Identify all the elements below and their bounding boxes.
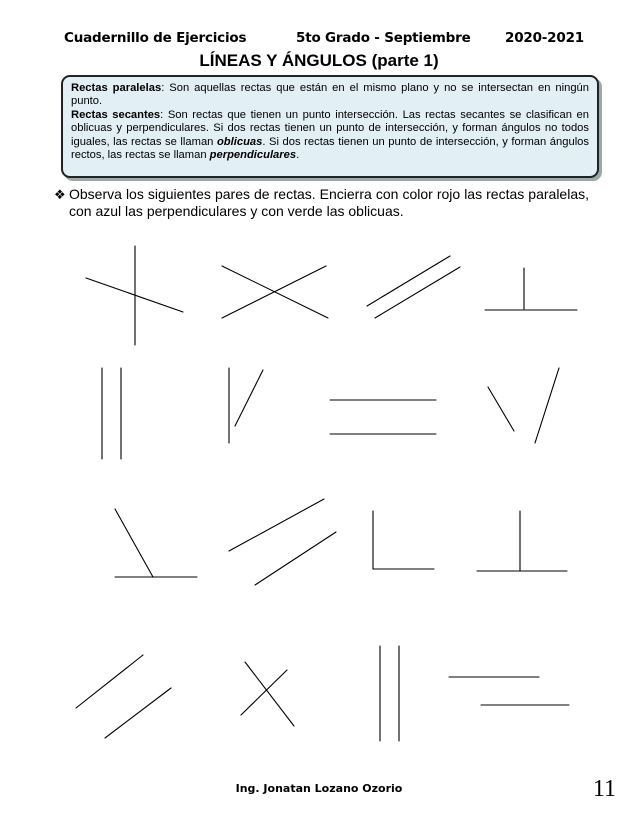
line-pair-15[interactable]	[380, 646, 399, 741]
diamond-bullet-icon: ❖	[54, 187, 66, 202]
line-pair-5[interactable]	[102, 368, 121, 459]
line-pair-13[interactable]	[76, 655, 171, 738]
line-pair-9[interactable]	[115, 509, 197, 577]
header-workbook-title: Cuadernillo de Ejercicios	[64, 30, 247, 46]
term-secant: Rectas secantes	[71, 108, 161, 121]
definition-secant-text-1: : Son rectas que tienen un punto intersección. Las rectas secantes se clasifican en oblicuas y perpendiculares. Si dos rectas tienen un punto de intersección, y forman ángulos no todos iguales, las rectas se llaman	[71, 108, 589, 148]
line-pair-2[interactable]	[222, 266, 328, 318]
line-pair-8[interactable]	[488, 368, 559, 443]
header-school-year: 2020-2021	[505, 30, 584, 46]
instruction-text: Observa los siguientes pares de rectas. Encierra con color rojo las rectas paralelas, con azul las perpendiculares y con verde las oblicuas.	[69, 186, 589, 219]
line-pair-3[interactable]	[367, 256, 460, 318]
footer-author: Ing. Jonatan Lozano Ozorio	[235, 782, 403, 795]
line-10b	[255, 532, 336, 585]
definition-secant-text-3: .	[296, 149, 300, 162]
line-8a	[488, 387, 514, 431]
line-6b	[235, 370, 263, 426]
line-8b	[535, 368, 559, 443]
line-9a	[115, 509, 153, 577]
definition-parallel-text: : Son aquellas rectas que están en el mismo plano y no se intersectan en ningún punto.	[71, 82, 589, 108]
line-pair-4[interactable]	[485, 268, 577, 310]
line-pair-16[interactable]	[449, 677, 569, 705]
line-pair-12[interactable]	[477, 511, 567, 571]
header-grade-month: 5to Grado - Septiembre	[296, 30, 471, 46]
line-3b	[375, 267, 460, 318]
line-pair-11[interactable]	[373, 511, 434, 569]
line-13a	[76, 655, 143, 708]
term-parallel: Rectas paralelas	[71, 82, 162, 94]
term-oblique: oblicuas	[216, 135, 263, 148]
line-pair-1[interactable]	[86, 246, 183, 345]
term-perpendicular: perpendiculares	[209, 149, 297, 162]
line-14a	[245, 662, 294, 726]
page-number: 11	[592, 776, 616, 802]
line-10a	[229, 499, 324, 551]
line-13b	[105, 688, 171, 738]
line-pair-10[interactable]	[229, 499, 336, 585]
line-pair-7[interactable]	[330, 400, 436, 434]
page-title: LÍNEAS Y ÁNGULOS (parte 1)	[199, 51, 439, 70]
line-pair-14[interactable]	[241, 662, 294, 726]
definition-secant-text-2: . Si dos rectas tienen un punto de intersección, y forman ángulos rectos, las rectas se llaman	[71, 135, 589, 162]
line-pair-6[interactable]	[229, 368, 263, 443]
